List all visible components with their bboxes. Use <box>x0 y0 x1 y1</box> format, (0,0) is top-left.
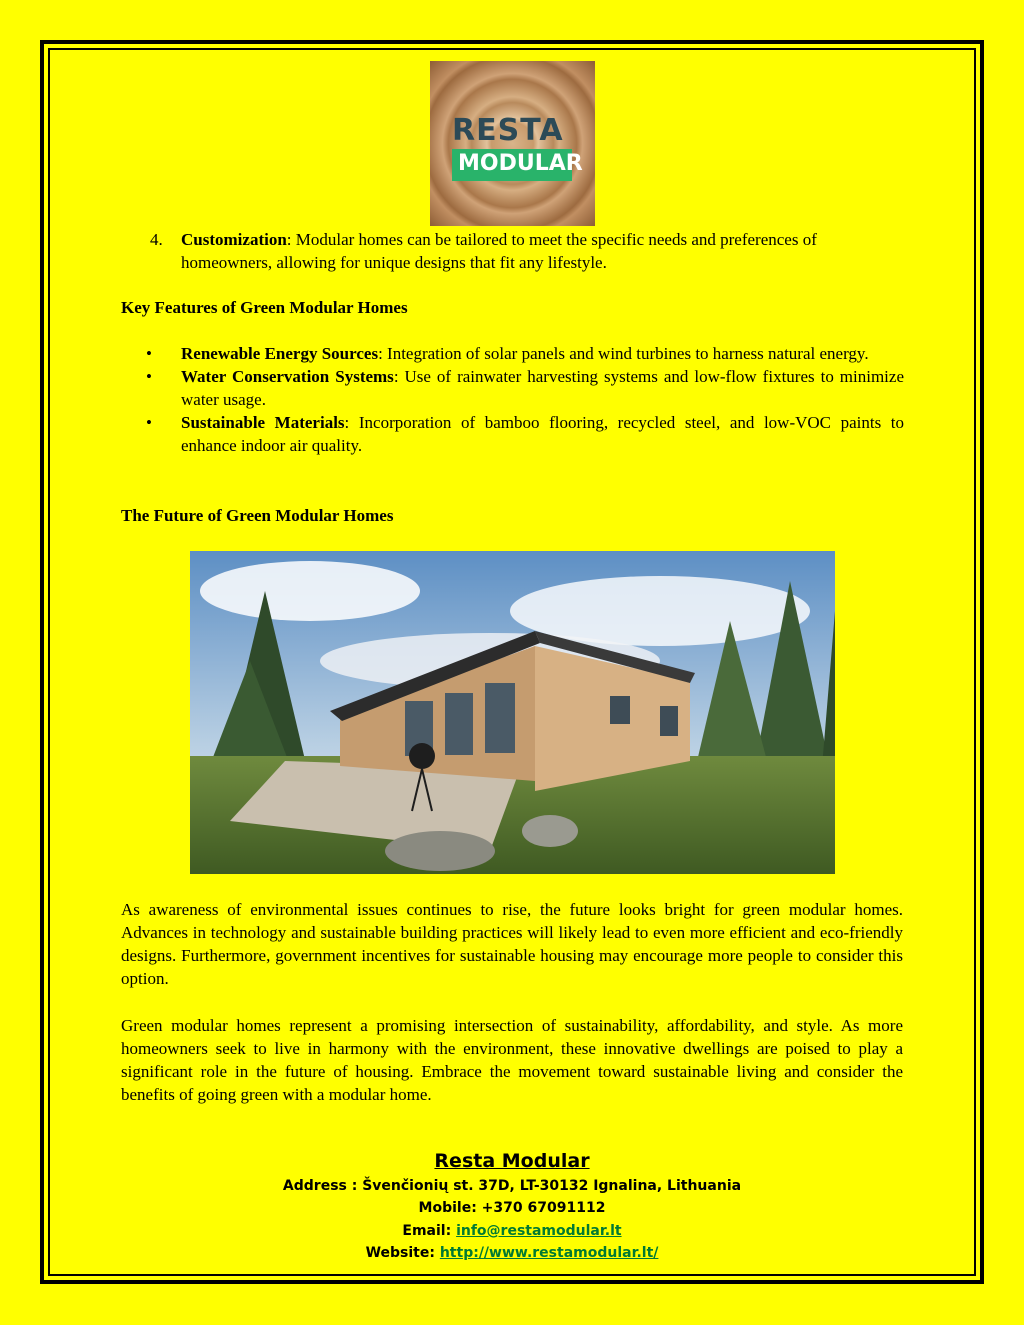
modular-house-image <box>190 551 835 874</box>
feature-term: Sustainable Materials <box>181 413 345 432</box>
footer-address: Address : Švenčionių st. 37D, LT-30132 Ignalina, Lithuania <box>282 1178 742 1194</box>
bullet-icon: • <box>146 344 152 363</box>
feature-term: Water Conservation Systems <box>181 367 394 386</box>
feature-text: : Integration of solar panels and wind turbines to harness natural energy. <box>378 344 869 363</box>
email-label: Email: <box>402 1223 457 1239</box>
footer-company-name <box>48 1150 976 1172</box>
logo-text-bottom: MODULAR <box>458 151 583 176</box>
bullet-icon: • <box>146 367 152 386</box>
item-text: : Modular homes can be tailored to meet the specific needs and preferences of homeowners, allowing for unique designs that fit any lifestyle. <box>181 230 817 272</box>
list-item <box>120 365 904 411</box>
feature-text: : Use of rainwater harvesting systems and low-flow fixtures to minimize water usage. <box>181 367 905 409</box>
features-list <box>120 342 904 457</box>
list-item <box>120 411 904 457</box>
item-body <box>181 228 903 274</box>
paragraph-conclusion: Green modular homes represent a promising intersection of sustainability, affordability, and style. As more homeowners seek to live in harmony with the environment, these innovative dwellings are poised to play a significant role in the future of housing. Embrace the movement toward sustainable living and consider the benefits of going green with a modular home. <box>121 1016 903 1104</box>
footer-mobile: Mobile: +370 67091112 <box>418 1200 606 1216</box>
item-term: Customization <box>181 230 287 249</box>
paragraph-future: As awareness of environmental issues continues to rise, the future looks bright for green modular homes. Advances in technology and sustainable building practices will likely lead to even more efficient and eco-friendly designs. Furthermore, government incentives for sustainable housing may encourage more people to consider this option. <box>121 900 903 988</box>
website-label: Website: <box>365 1245 440 1261</box>
company-name: Resta Modular <box>434 1150 590 1172</box>
item-number: 4. <box>150 230 163 249</box>
heading-future: The Future of Green Modular Homes <box>121 506 394 525</box>
footer-website <box>48 1245 976 1261</box>
feature-text: : Incorporation of bamboo flooring, recycled steel, and low-VOC paints to enhance indoor air quality. <box>181 413 905 455</box>
email-link[interactable]: info@restamodular.lt <box>456 1223 622 1239</box>
website-link[interactable]: http://www.restamodular.lt/ <box>439 1245 659 1261</box>
list-item <box>120 342 904 365</box>
resta-modular-logo <box>430 61 595 226</box>
bullet-icon: • <box>146 413 152 432</box>
logo-text-top: RESTA <box>452 113 564 148</box>
feature-term: Renewable Energy Sources <box>181 344 379 363</box>
heading-key-features: Key Features of Green Modular Homes <box>121 298 408 317</box>
footer-email <box>48 1223 976 1239</box>
